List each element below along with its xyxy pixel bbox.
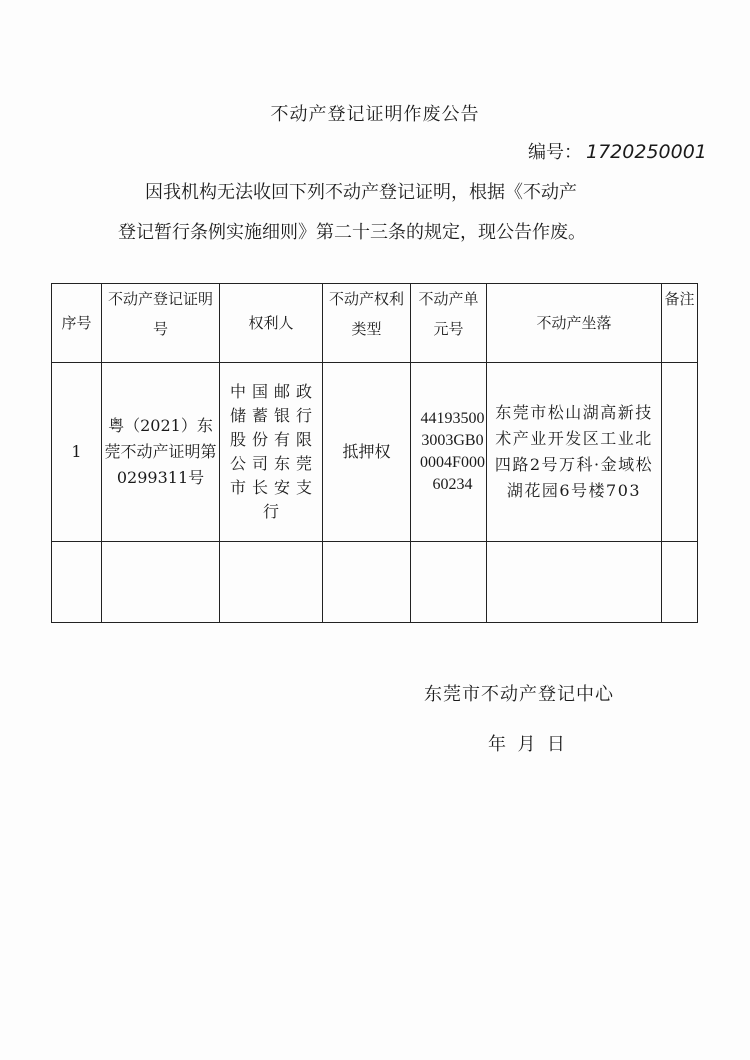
row-unit-no: 441935003003GB00004F00060234 bbox=[411, 363, 487, 542]
notice-body-line-2: 登记暂行条例实施细则》第二十三条的规定，现公告作废。 bbox=[118, 222, 586, 243]
header-holder: 权利人 bbox=[220, 284, 323, 363]
issuing-organization: 东莞市不动产登记中心 bbox=[424, 684, 614, 705]
header-location: 不动产坐落 bbox=[487, 284, 662, 363]
header-right-type-line-1: 不动产权利 bbox=[328, 290, 404, 308]
header-cert-no bbox=[102, 284, 220, 363]
empty-cell bbox=[52, 542, 102, 623]
empty-cell bbox=[411, 542, 487, 623]
empty-cell bbox=[323, 542, 411, 623]
empty-cell bbox=[487, 542, 662, 623]
table-header-row bbox=[52, 284, 698, 363]
page-title: 不动产登记证明作废公告 bbox=[270, 104, 480, 125]
row-remark bbox=[662, 363, 698, 542]
table-row-empty bbox=[52, 542, 698, 623]
document-number-label: 编号： bbox=[528, 142, 582, 163]
header-remark: 备注 bbox=[662, 284, 698, 363]
row-seq: 1 bbox=[52, 363, 102, 542]
document-number bbox=[528, 138, 707, 164]
row-right-type: 抵押权 bbox=[323, 363, 411, 542]
row-cert-no: 粤（2021）东莞不动产证明第0299311号 bbox=[102, 363, 220, 542]
header-seq: 序号 bbox=[52, 284, 102, 363]
header-unit-no-line-2: 元号 bbox=[433, 320, 464, 338]
header-cert-no-line-1: 不动产登记证明 bbox=[107, 290, 213, 308]
issue-date: 年 月 日 bbox=[488, 734, 565, 755]
empty-cell bbox=[102, 542, 220, 623]
header-cert-no-line-2: 号 bbox=[152, 320, 168, 338]
empty-cell bbox=[662, 542, 698, 623]
header-unit-no-line-1: 不动产单 bbox=[418, 290, 479, 308]
row-location: 东莞市松山湖高新技术产业开发区工业北四路2号万科·金域松湖花园6号楼703 bbox=[487, 363, 662, 542]
header-unit-no bbox=[411, 284, 487, 363]
document-number-value: 1720250001 bbox=[586, 141, 707, 163]
header-right-type bbox=[323, 284, 411, 363]
row-holder: 中国邮政储蓄银行股份有限公司东莞市长安支行 bbox=[220, 363, 323, 542]
notice-body-line-1: 因我机构无法收回下列不动产登记证明，根据《不动产 bbox=[145, 182, 577, 203]
empty-cell bbox=[220, 542, 323, 623]
header-right-type-line-2: 类型 bbox=[351, 320, 382, 338]
void-certificate-table bbox=[51, 283, 698, 623]
table-row bbox=[52, 363, 698, 542]
